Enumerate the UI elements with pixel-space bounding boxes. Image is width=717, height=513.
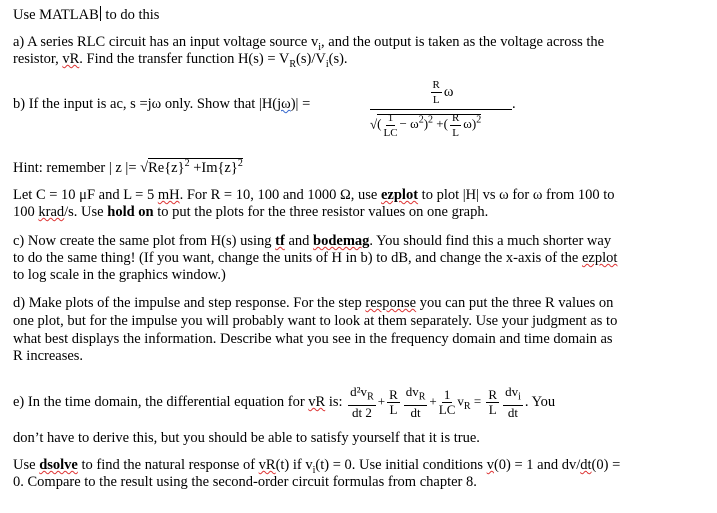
part-c-line1: c) Now create the same plot from H(s) using tf and bodemag. You should find this a much shorter way (13, 233, 612, 249)
period: . (512, 96, 516, 112)
part-d-line2: one plot, but for the impulse you will probably want to look at them separately. Use your judgment as to (13, 313, 618, 329)
part-let-line1: Let C = 10 μF and L = 5 mH. For R = 10, 100 and 1000 Ω, use ezplot to plot |H| vs ω for ω from 100 to (13, 187, 615, 203)
magnitude-formula: $\frac{R}{L}$ ω √( $\frac{1}{LC}$ − $\omega^2)^2$ +( $\frac{R}{L}$ ω)$^2$ (370, 78, 512, 140)
part-f-line1: Use dsolve to find the natural response of vR(t) if $v_i(t) = 0$. Use initial conditions v(0) = 1 and dv/dt(0) = (13, 457, 621, 476)
part-a-line1: a) A series RLC circuit has an input voltage source $v_i$, and the output is taken as the voltage across the (13, 34, 605, 53)
part-e-line2: don’t have to derive this, but you should be able to satisfy yourself that it is true. (13, 430, 480, 446)
part-d-line3: what best displays the information. Describe what you see in the frequency domain and time domain as (13, 331, 613, 347)
part-d-line4: R increases. (13, 348, 84, 364)
text-cursor (100, 6, 101, 21)
part-a-line2: resistor, vR. Find the transfer function $H(s) = V_R(s)/V_i(s)$. (13, 51, 348, 70)
part-d-line1: d) Make plots of the impulse and step response. For the step response you can put the three R values on (13, 295, 614, 311)
part-c-line3: to log scale in the graphics window.) (13, 267, 226, 283)
part-b-line: b) If the input is ac, s =jω only. Show that |H(jω)| = (13, 96, 311, 112)
part-f-line2: 0. Compare to the result using the second-order circuit formulas from chapter 8. (13, 474, 477, 490)
part-e-line1: e) In the time domain, the differential equation for vR is: $\frac{d^2v_R}{dt 2}$ + $\frac{R}{L}$ $\frac{dv_R}{dt}$ + $\frac{1}{LC}$ $v_R$ = $\frac{R}{L}$ $\frac{dv_i}{dt}$ . You (13, 384, 556, 420)
line-title: Use MATLAB to do this (13, 7, 160, 23)
part-let-line2: 100 krad/s. Use hold on to put the plots for the three resistor values on one graph. (13, 204, 489, 220)
hint-line: Hint: remember | z |= $√Re\{z\}^2 +Im\{z\}^2$ (13, 158, 243, 176)
differential-equation: $\frac{d^2v_R}{dt 2}$ + $\frac{R}{L}$ $\frac{dv_R}{dt}$ + $\frac{1}{LC}$ $v_R$ = $\frac{R}{L}$ $\frac{dv_i}{dt}$ (350, 384, 521, 420)
part-c-line2: to do the same thing! (If you want, change the units of H in b) to dB, and change the x-axis of the ezplot (13, 250, 618, 266)
